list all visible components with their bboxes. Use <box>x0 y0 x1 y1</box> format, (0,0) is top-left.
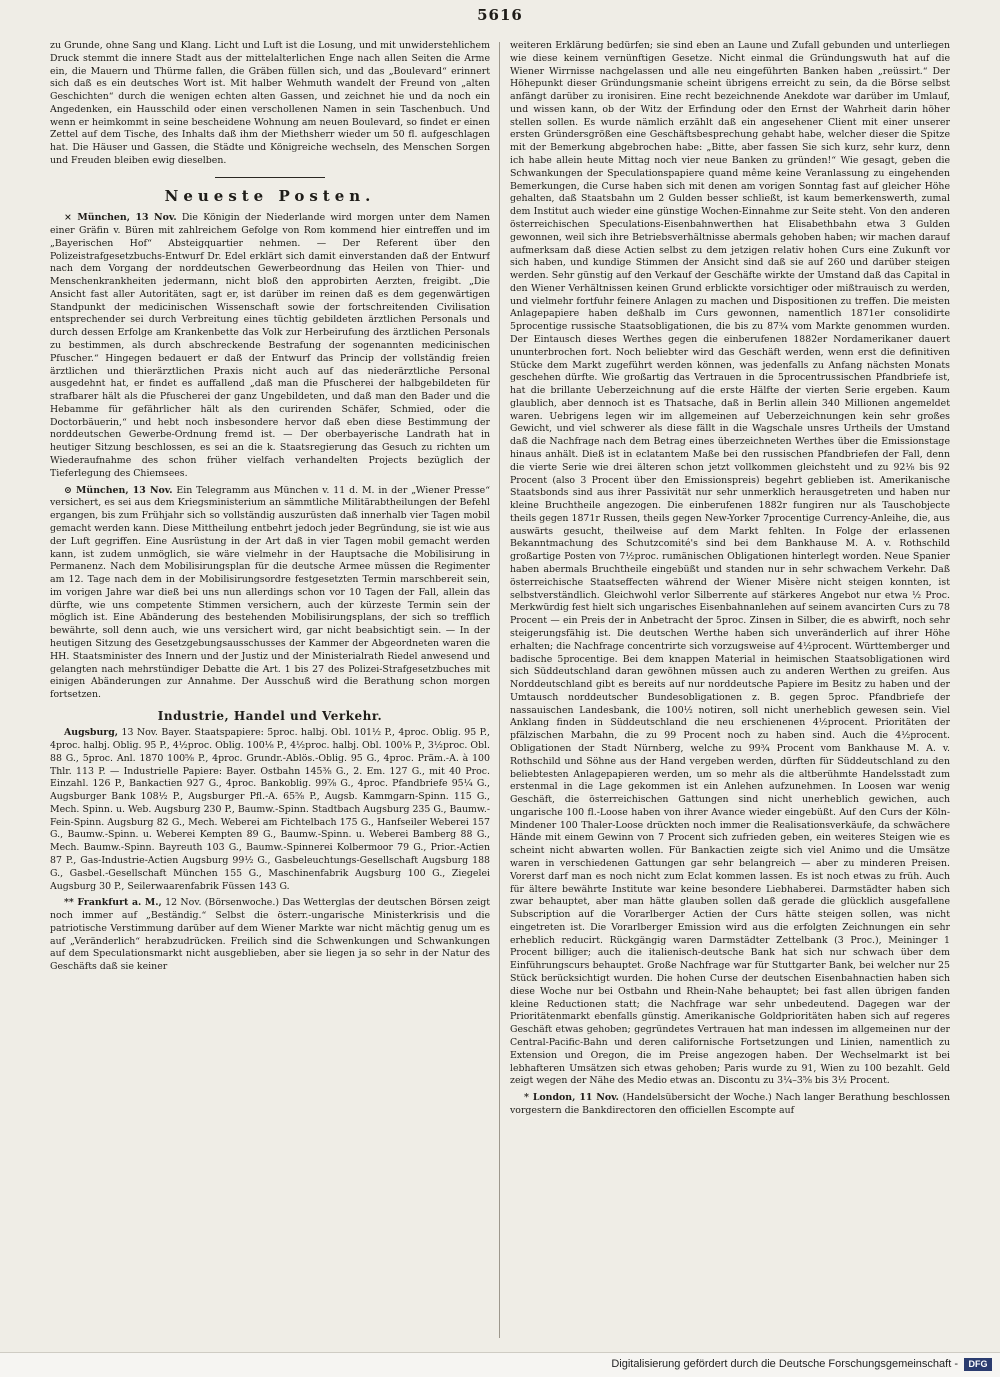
section-heading: Neueste Posten. <box>164 186 376 205</box>
market-text: 13 Nov. Bayer. Staatspapiere: 5proc. halbj. Obl. 101½ P., 4proc. Oblig. 95 P., 4proc. halbj. Oblig. 95 P., 4½proc. Oblig. 100⅛ P., 4½proc. halbj. Obl. 100⅛ P., 3½proc. Obl. 88 G., 5proc. Anl. 1870 100⅝ P., 4proc. Grundr.-Ablös.-Oblig. 95 G., 4proc. Präm.-A. à 100 Thlr. 113 P. — Industrielle Papiere: Bayer. Ostbahn 145⅜ G., 2. Em. 127 G., mit 40 Proc. Einzahl. 126 P., Bankactien 927 G., 4proc. Bankoblig. 99⅞ G., 4proc. Pfandbriefe 95¼ G., Augsburger Bank 108½ P., Augsburger Pfl.-A. 65⅝ P., Augsb. Kammgarn-Spinn. 115 G., Mech. Spinn. u. Web. Augsburg 230 P., Baumw.-Spinn. Stadtbach Augsburg 235 G., Baumw.-Fein-Spinn. Augsburg 82 G., Mech. Weberei am Fichtelbach 175 G., Hanfseiler Weberei 157 G., Baumw.-Spinn. u. Weberei Kempten 89 G., Baumw.-Spinn. u. Weberei Bamberg 88 G., Mech. Baumw.-Spinn. Bayreuth 103 G., Baumw.-Spinnerei Kolbermoor 79 G., Prior.-Actien 87 P., Gas-Industrie-Actien Augsburg 99½ G., Gasbeleuchtungs-Gesellschaft Augsburg 188 G., Gasbel.-Gesellschaft München 155 G., Maschinenfabrik Augsburg 100 G., Ziegelei Augsburg 30 P., Seilerwaarenfabrik Füssen 143 G. <box>50 727 490 892</box>
market-item <box>50 727 490 893</box>
sub-heading: Industrie, Handel und Verkehr. <box>157 708 383 723</box>
intro-paragraph: zu Grunde, ohne Sang und Klang. Licht und Luft ist die Losung, und mit unwiderstehlichem Druck stemmt die innere Stadt aus der mittelalterlichen Enge nach allen Seiten die Arme ein, die Mauern und Thürme fallen, die Gräben füllen sich, und das „Boulevard“ erinnert sich daß es ein deutsches Wort ist. Mit halber Wehmuth wandelt der Freund von „alten Geschichten“ durch die wenigen echten alten Gassen, und zeichnet hie und da noch ein Angedenken, ein Hausschild oder einen verschollenen Namen in sein Taschenbuch. Und wenn er heimkommt in seine bescheidene Wohnung am neuen Boulevard, so findet er einen Zettel auf dem Tische, des Inhalts daß ihm der Miethsherr wieder um 50 fl. aufgeschlagen hat. Die Häuser und Gassen, die Städte und Königreiche wechseln, des Menschen Sorgen und Freuden bleiben ewig dieselben. <box>50 40 490 167</box>
dfg-logo: DFG <box>964 1358 992 1371</box>
market-item <box>50 897 490 974</box>
market-dateline: ** Frankfurt a. M., <box>64 897 162 909</box>
news-text: (Handelsübersicht der Woche.) Nach langer Berathung beschlossen vorgestern die Bankdirectoren den officiellen Escompte auf <box>510 1092 950 1116</box>
news-item <box>50 485 490 702</box>
news-text: Ein Telegramm aus München v. 11 d. M. in der „Wiener Presse“ versichert, es sei aus dem Kriegsministerium an sämmtliche Militärabtheilungen der Befehl ergangen, bis zum Frühjahr sich so vollständig auszurüsten daß innerhalb vier Tagen mobil gemacht werden kann. Diese Mittheilung entbehrt jedoch jeder Begründung, sie ist wie aus der Luft gegriffen. Eine Ausrüstung in der Art daß in vier Tagen mobil gemacht werden kann, ist zudem unmöglich, sie wäre vielmehr in der Hauptsache die Mobilisirung in Permanenz. Nach dem Mobilisirungsplan für die deutsche Armee müssen die Regimenter am 12. Tage nach dem in der Mobilisirungsordre festgesetzten Termin marschbereit sein, im vorigen Jahre war dieß bei uns nun allerdings schon vor 10 Tagen der Fall, allein das dürfte, wie uns competente Stimmen versichern, auch der kürzeste Termin sein der möglich ist. Eine Abänderung des bestehenden Mobilisirungsplans, der sich so trefflich bewährte, soll denn auch, wie uns versichert wird, gar nicht beabsichtigt sein. — In der heutigen Sitzung des Gesetzgebungsausschusses der Kammer der Abgeordneten waren die HH. Staatsminister des Innern und der Justiz und der Ministerialrath Riedel anwesend und gelangten nach mehrstündiger Debatte die Art. 1 bis 27 des Polizei-Strafgesetzbuches mit einigen Abänderungen zur Annahme. Der Ausschuß wird die Berathung schon morgen fortsetzen. <box>50 484 490 701</box>
footer-bar <box>0 1352 1000 1377</box>
left-column <box>50 40 490 1340</box>
news-dateline: * London, 11 Nov. <box>524 1092 619 1104</box>
news-item <box>510 1092 950 1118</box>
news-dateline: × München, 13 Nov. <box>64 212 177 224</box>
right-column <box>510 40 950 1340</box>
section-divider <box>215 177 325 178</box>
market-dateline: Augsburg, <box>64 727 119 739</box>
article-paragraph: weiteren Erklärung bedürfen; sie sind eben an Laune und Zufall gebunden und unterliegen wie diese keinem vernünftigen Gesetze. Nicht einmal die Gründungswuth hat auf die Wiener Wirrnisse nachgelassen und alle neu eingeführten Banken haben „reüssirt.“ Der Höhepunkt dieser Gründungsmanie scheint übrigens erreicht zu sein, da die Börse selbst anfängt darüber zu ironisiren. Eine recht bezeichnende Anekdote war darüber im Umlauf, und wissen kann, ob der Witz der Erfindung oder den Ernst der Wahrheit darin höher stellen sollen. Es wurde nämlich erzählt daß ein angesehener Client mit einer unserer ersten Gründersgrößen eine Geschäftsbesprechung gehabt habe, welcher dieser die Spitze mit der Bemerkung abgebrochen habe: „Bitte, aber fassen Sie sich kurz, sehr kurz, denn ich habe allein heute Mittag noch vier neue Banken zu gründen!“ Wie gesagt, geben die Schwankungen der Speculationspapiere quand même keine Veranlassung zu eingehenden Bemerkungen, die Curse haben sich mit denen am vorigen Sonntag fast auf gleicher Höhe gehalten, daß Staatsbahn um 2 Gulden besser schließt, ist kaum bemerkenswerth, zumal dem Institut auch wieder eine günstige Wochen-Einnahme zur Seite steht. Von den anderen österreichischen Speculations-Eisenbahnwerthen hat Elisabethbahn etwa 3 Gulden gewonnen, weil sich ihre Betriebsverhältnisse abermals gehoben haben; wir machen darauf aufmerksam daß diese Actien selbst zu dem jetzigen relativ hohen Curs eine Zukunft vor sich haben, und kundige Stimmen der Ansicht sind daß sie auf 260 und darüber steigen werden. Sehr günstig auf den Verkauf der Geschäfte wirkte der Umstand daß das Capital in den Wiener Verhältnissen keinen Grund erblickte vorsichtiger oder mißtrauisch zu werden, und vielmehr fortfuhr feinere Anlagen zu machen und Dispositionen zu treffen. Die meisten Anlagepapiere haben deßhalb im Curs gewonnen, namentlich 1871er consolidirte 5procentige russische Staatsobligationen, die bis zu 87¾ vom Markte genommen wurden. Der Eintausch dieses Werthes gegen die einberufenen 1882er Nordamerikaner dauert ununterbrochen fort. Noch beliebter wird das Geschäft werden, wenn erst die definitiven Stücke dem Markt zugeführt werden können, was jedenfalls zu Anfang nächsten Monats geschehen dürfte. Wie großartig das Vertrauen in die 5procentrussischen Pfandbriefe ist, hat die brillante Ueberzeichnung auf die erste Hälfte der vierten Serie ergeben. Kaum glaublich, aber dennoch ist es Thatsache, daß in Berlin allein 340 Millionen angemeldet waren. Uebrigens legen wir im allgemeinen auf Ueberzeichnungen kein sehr großes Gewicht, und viel schwerer als diese fällt in die Wagschale unsres Urtheils der Umstand daß die Nachfrage nach dem Betrag eines überzeichneten Werthes über die Emissionstage hinaus anhält. Dieß ist in eclatantem Maße bei den russischen Pfandbriefen der Fall, denn die vierte Serie wie drei älteren schon jetzt vollkommen gleichsteht und zu 92⅛ bis 92 Procent (also 3 Procent über den Emissionspreis) begehrt geblieben ist. Amerikanische Staatsbonds sind aus ihrer Passivität nur sehr unmerklich herausgetreten und haben nur kleine Bruchtheile angezogen. Die einberufenen 1882r fungiren nur als Tauschobjecte theils gegen 1871r Russen, theils gegen New-Yorker 7procentige Currency-Anleihe, die, aus auswärts gesucht, theilweise auf dem Markt fehlten. In Folge der erlassenen Bekanntmachung des Schutzcomité's sind bei dem Bankhause M. A. v. Rothschild großartige Posten von 7½proc. rumänischen Obligationen hinterlegt worden. Neue Spanier haben abermals Bruchtheile eingebüßt und standen nur in sehr schwachem Verkehr. Daß österreichische Staatseffecten während der Wiener Misère nicht steigen konnten, ist selbstverständlich. Gleichwohl verlor Silberrente auf stärkeres Angebot nur etwa ½ Proc. Merkwürdig fest hielt sich ungarisches Eisenbahnanlehen auf seinem avancirten Curs zu 78 Procent — ein Preis der in Anbetracht der 5proc. Zinsen in Silber, die es abwirft, noch sehr steigerungsfähig ist. Die deutschen Werthe haben sich unveränderlich auf ihrer Höhe erhalten; die Nachfrage concentrirte sich vorzugsweise auf 4½procent. Württemberger und badische 5procentige. Bei dem knappen Material in heimischen Staatsobligationen wird sich Süddeutschland daran gewöhnen müssen auch zu anderen Werthen zu greifen. Aus Norddeutschland gibt es bereits auf nur norddeutsche Papiere im Besitz zu haben und der Umtausch norddeutscher Bundesobligationen z. B. gegen 5proc. Pfandbriefe der nassauischen Landesbank, die 100½ notiren, soll nicht unerheblich gewesen sein. Viel Anklang finden in Süddeutschland die neu erschienenen 4½procent. Prioritäten der pfälzischen Marbahn, die zu 99 Procent noch zu haben sind. Auch die 4½procent. Obligationen der Stadt Nürnberg, welche zu 99¾ Procent vom Bankhause M. A. v. Rothschild und Söhne aus der Hand vergeben werden, dürften für Süddeutschland zu den beliebtesten Anlagepapieren werden, um so mehr als die altberühmte Handelsstadt zum erstenmal in die Lage gekommen ist ein Anlehen aufzunehmen. In Loosen war wenig Geschäft, die österreichischen Gattungen sind nicht unerheblich gewichen, auch ungarische 100 fl.-Loose haben von ihrer Avance wieder eingebüßt. Auf den Curs der Köln-Mindener 100 Thaler-Loose drückten noch immer die Realisationsverkäufe, da schwächere Hände mit einem Gewinn von 7 Procent sich zufrieden geben, ein weiteres Steigen wie es scheint nicht abwarten wollen. Für Bankactien zeigte sich viel Animo und die Umsätze waren in verschiedenen Gattungen gar sehr belangreich — aber zu minderen Preisen. Vorerst darf man es noch nicht zum Eclat kommen lassen. Es ist noch etwas zu früh. Auch für ältere bewährte Institute war keine besondere Liebhaberei. Darmstädter haben sich zwar behauptet, aber man hätte glauben sollen daß gerade die glücklich ausgefallene Subscription auf die Vorarlberger Actien der Curs hätte steigen sollen, was nicht eingetreten ist. Die Vorarlberger Emission wird aus die erfolgten Zeichnungen ein sehr erheblich reducirt. Rückgängig waren Darmstädter Zettelbank (3 Proc.), Meininger 1 Procent billiger; auch die italienisch-deutsche Bank hat sich nur schwach über dem Einführungscurs behauptet. Große Nachfrage war für Stuttgarter Bank, bei welcher nur 25 Stück berücksichtigt wurden. Die hohen Curse der deutschen Eisenbahnactien haben sich diese Woche nur bei Ostbahn und Rhein-Nahe behauptet; bei fast allen übrigen fanden kleine Reductionen statt; die Nachfrage war sehr unbedeutend. Dagegen war der Prioritätenmarkt ebenfalls günstig. Amerikanische Goldprioritäten haben sich auf regeres Geschäft etwas gehoben; gegründetes Vertrauen hat man indessen im allgemeinen nur der Central-Pacific-Bahn und deren californische Fortsetzungen und Linien, namentlich zu Extension und Oregon, die im Preise angezogen haben. Der Wechselmarkt ist bei lebhafteren Umsätzen sich etwas gehoben; Paris wurde zu 91, Wien zu 100 bezahlt. Geld zeigt wegen der Nähe des Medio etwas an. Discontu zu 3¼–3⅝ bis 3½ Procent. <box>510 40 950 1087</box>
news-text: Die Königin der Niederlande wird morgen unter dem Namen einer Gräfin v. Büren mit zahlreichem Gefolge von Rom kommend hier eintreffen und im „Bayerischen Hof“ Absteigquartier nehmen. — Der Referent über den Polizeistrafgesetzbuchs-Entwurf Dr. Edel erklärt sich damit einverstanden daß der Entwurf nach dem Vorgang der norddeutschen Gewerbeordnung das Heilen von Thier- und Menschenkrankheiten jedermann, nicht bloß den approbirten Aerzten, freigibt. „Die Ansicht fast aller Autoritäten, sagt er, ist darüber im reinen daß es dem gegenwärtigen Standpunkt der medicinischen Wissenschaft sowie der fortschreitenden Civilisation entsprechender sei durch Verbreitung eines tüchtig gebildeten ärztlichen Personals und durch dessen Erfolge am Krankenbette das Volk zur Herbeirufung des ärztlichen Personals zu bestimmen, als durch abschreckende Bestrafung der sogenannten medicinischen Pfuscher.“ Hingegen bedauert er daß der Entwurf das Princip der vollständig freien ärztlichen und thierärztlichen Praxis nicht auch auf das niederärztliche Personal ausgedehnt hat, er findet es auffallend „daß man die Pfuscherei der halbgebildeten für strafbarer hält als die Pfuscherei der ganz Ungebildeten, und daß man den Bader und die Hebamme für gefährlicher hält als den curirenden Schäfer, Schmied, oder die Doctorbäuerin,“ und hebt noch insbesondere hervor daß eben diese Bestimmung der norddeutschen Gewerbe-Ordnung fremd ist. — Der oberbayerische Landrath hat in heutiger Sitzung beschlossen, es sei an die k. Staatsregierung das Gesuch zu richten um Wiederaufnahme des schon früher vielfach verhandelten Projects bezüglich der Tieferlegung des Chiemsees. <box>50 212 490 479</box>
column-divider <box>499 42 500 1338</box>
footer-credit: Digitalisierung gefördert durch die Deutsche Forschungsgemeinschaft - <box>611 1358 958 1370</box>
market-text: 12 Nov. (Börsenwoche.) Das Wetterglas der deutschen Börsen zeigt noch immer auf „Beständig.“ Selbst die österr.-ungarische Ministerkrisis und die patriotische Verstimmung darüber auf dem Wiener Markte war nicht mächtig genug um es auf „Veränderlich“ herabzudrücken. Freilich sind die Schwenkungen und Schwankungen auf dem Speculationsmarkt nicht ausgeblieben, aber sie liegen ja so sehr in der Natur des Geschäfts daß sie keiner <box>50 897 490 973</box>
page-number: 5616 <box>477 6 523 24</box>
news-dateline: ⊙ München, 13 Nov. <box>64 484 173 496</box>
news-item <box>50 212 490 480</box>
